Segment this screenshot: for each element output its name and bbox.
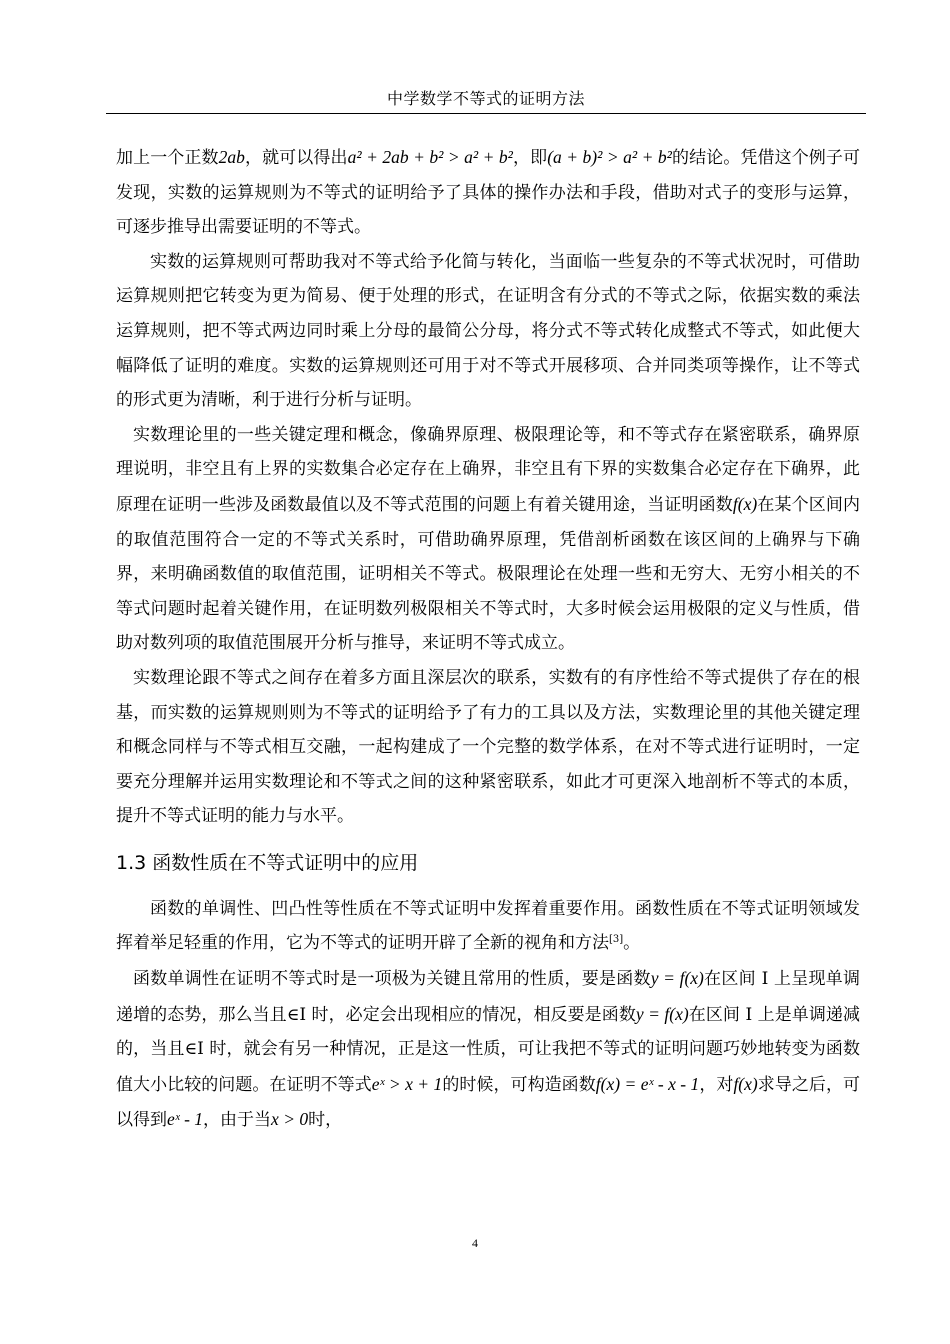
- p3-math-1: f(x): [732, 493, 758, 514]
- p6-text-2: 在区间 I 上呈现单调递增的态势，那么当且∈I 时，必定会出现相应的情况，相反要是函数: [116, 969, 860, 1025]
- p6-text-6: 求导之后，可以得到: [116, 1074, 861, 1131]
- paragraph-4: 实数理论跟不等式之间存在着多方面且深层次的联系，实数有的有序性给不等式提供了存在的根基，而实数的运算规则则为不等式的证明给予了有力的工具以及方法，实数理论里的其他关键定理和概念同样与不等式相互交融，一起构建成了一个完整的数学体系，在对不等式进行证明时，一定要充分理解并运用实数理论和不等式之间的这种紧密联系，如此才可更深入地剖析不等式的本质，提升不等式证明的能力与水平。: [116, 667, 860, 827]
- paragraph-5: [116, 892, 860, 961]
- p6-math-1: y = f(x): [650, 968, 704, 989]
- p6-text-5: ，对: [699, 1074, 734, 1095]
- page-number: 4: [472, 1236, 478, 1250]
- document-body: [116, 140, 860, 1138]
- page-header-title: 中学数学不等式的证明方法: [386, 89, 585, 108]
- header-divider: [106, 113, 866, 114]
- paragraph-1: [116, 140, 860, 245]
- citation-ref: [3]: [609, 934, 624, 946]
- p6-text-4: 的时候，可构造函数: [442, 1074, 596, 1095]
- p6-text-7: ，由于当: [203, 1110, 272, 1131]
- p5-text-1: 函数的单调性、凹凸性等性质在不等式证明中发挥着重要作用。函数性质在不等式证明领域发挥着举足轻重的作用，它为不等式的证明开辟了全新的视角和方法: [116, 898, 860, 954]
- p1-math-2: a² + 2ab + b² > a² + b²: [347, 147, 513, 167]
- p6-text-1: 函数单调性在证明不等式时是一项极为关键且常用的性质，要是函数: [133, 969, 651, 990]
- p1-text-1: 加上一个正数: [116, 148, 219, 168]
- p3-text-2: 在某个区间内的取值范围符合一定的不等式关系时，可借助确界原理，凭借剖析函数在该区间的上确界与下确界，来明确函数值的取值范围，证明相关不等式。极限理论在处理一些和无穷大、无穷小相关的不等式问题时起着关键作用，在证明数列极限相关不等式时，大多时候会运用极限的定义与性质，借助对数列项的取值范围展开分析与推导，来证明不等式成立。: [116, 494, 861, 654]
- p1-text-2: ，就可以得出: [244, 148, 348, 168]
- p6-math-7: x > 0: [271, 1109, 309, 1130]
- p6-math-4: f(x) = eˣ - x - 1: [595, 1073, 700, 1094]
- paragraph-6: [116, 961, 860, 1138]
- paragraph-2: 实数的运算规则可帮助我对不等式给予化简与转化，当面临一些复杂的不等式状况时，可借助运算规则把它转变为更为简易、便于处理的形式，在证明含有分式的不等式之际，依据实数的乘法运算规则，把不等式两边同时乘上分母的最简公分母，将分式不等式转化成整式不等式，如此便大幅降低了证明的难度。实数的运算规则还可用于对不等式开展移项、合并同类项等操作，让不等式的形式更为清晰，利于进行分析与证明。: [116, 251, 860, 411]
- paragraph-3: [116, 418, 860, 661]
- p6-math-2: y = f(x): [635, 1003, 689, 1024]
- p1-text-4: 的结论。凭借这个例子可发现，实数的运算规则为不等式的证明给予了具体的操作办法和手段，借助对式子的变形与运算，可逐步推导出需要证明的不等式。: [116, 148, 861, 238]
- p6-text-3: 在区间 I 上是单调递减的，当且∈I 时，就会有另一种情况，正是这一性质，可让我把不等式的证明问题巧妙地转变为函数值大小比较的问题。在证明不等式: [116, 1004, 860, 1095]
- section-heading: 1.3 函数性质在不等式证明中的应用: [116, 851, 419, 874]
- p3-text-1: 实数理论里的一些关键定理和概念，像确界原理、极限理论等，和不等式存在紧密联系，确界原理说明，非空且有上界的实数集合必定存在上确界，非空且有下界的实数集合必定存在下确界，此原理在证明一些涉及函数最值以及不等式范围的问题上有着关键用途，当证明函数: [116, 424, 860, 515]
- p1-text-3: ，即: [512, 148, 548, 168]
- p6-math-5: f(x): [733, 1073, 758, 1094]
- p6-math-6: eˣ - 1: [167, 1109, 204, 1130]
- p1-math-3: (a + b)² > a² + b²: [547, 147, 672, 167]
- p6-text-8: 时，: [308, 1110, 343, 1131]
- p6-math-3: eˣ > x + 1: [371, 1073, 443, 1094]
- p5-text-2: 。: [623, 933, 641, 954]
- p1-math-1: 2ab: [218, 147, 245, 167]
